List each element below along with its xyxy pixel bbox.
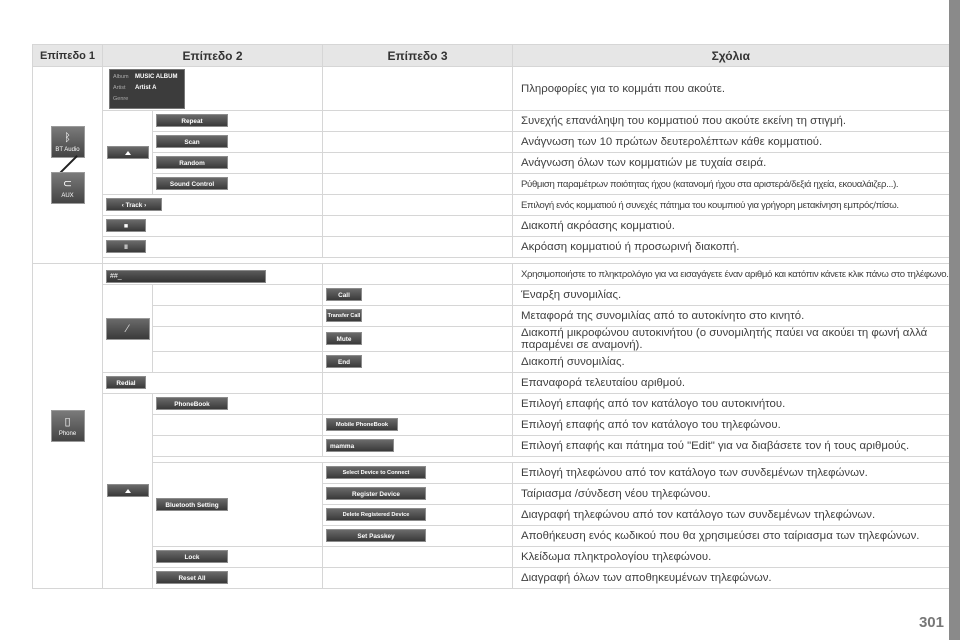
table-row: Register Device Ταίριασμα /σύνδεση νέου τηλεφώνου. <box>33 484 950 505</box>
table-header <box>33 45 950 67</box>
page-number: 301 <box>918 614 944 631</box>
header-level2: Επίπεδο 2 <box>103 45 323 67</box>
stop-button[interactable]: ■ <box>106 219 146 232</box>
options-up-button[interactable] <box>107 146 149 159</box>
table-row: End Διακοπή συνομιλίας. <box>33 352 950 373</box>
table-row: Delete Registered Device Διαγραφή τηλεφώνου από τον κατάλογο των συνδεμένων τηλεφώνων. <box>33 505 950 526</box>
function-table <box>32 44 950 589</box>
redial-button[interactable]: Redial <box>106 376 146 389</box>
music-info-cell <box>103 67 323 111</box>
table-row: Mobile PhoneBook Επιλογή επαφής από τον κατάλογο του τηλεφώνου. <box>33 415 950 436</box>
table-row: Transfer Call Μεταφορά της συνομιλίας από το αυτοκίνητο στο κινητό. <box>33 306 950 327</box>
table-row: Sound Control Ρύθμιση παραμέτρων ποιότητας ήχου (κατανομή ήχου στα αριστερά/δεξιά ηχεία, εκουαλάιζερ...). <box>33 174 950 195</box>
bluetooth-setting-button[interactable]: Bluetooth Setting <box>156 498 228 511</box>
table-row: ▯ Phone ##_ Χρησιμοποιήστε το πληκτρολόγιο για να εισαγάγετε έναν αριθμό και κατόπιν κάνετε κλικ πάνω στο τηλέφωνο. <box>33 264 950 285</box>
phonebook-button[interactable]: PhoneBook <box>156 397 228 410</box>
select-device-button[interactable]: Select Device to Connect <box>326 466 426 479</box>
delete-registered-device-button[interactable]: Delete Registered Device <box>326 508 426 521</box>
random-button[interactable]: Random <box>156 156 228 169</box>
end-call-button[interactable]: End <box>326 355 362 368</box>
contact-mamma-item[interactable]: mamma <box>326 439 394 452</box>
phone-icon: ▯ <box>64 416 71 428</box>
mute-button[interactable]: Mute <box>326 332 362 345</box>
header-comments: Σχόλια <box>513 45 950 67</box>
header-level1: Επίπεδο 1 <box>33 45 103 67</box>
reset-all-button[interactable]: Reset All <box>156 571 228 584</box>
table-row: mamma Επιλογή επαφής και πάτημα τού "Edit" για να διαβάσετε τον ή τους αριθμούς. <box>33 436 950 457</box>
handset-icon: ⁄ <box>126 322 129 335</box>
table-row: Repeat Συνεχής επανάληψη του κομματιού που ακούτε εκείνη τη στιγμή. <box>33 111 950 132</box>
level1-phone <box>33 264 103 589</box>
repeat-button[interactable]: Repeat <box>156 114 228 127</box>
table-row: Lock Κλείδωμα πληκτρολογίου τηλεφώνου. <box>33 547 950 568</box>
table-row: Random Ανάγνωση όλων των κομματιών με τυχαία σειρά. <box>33 153 950 174</box>
options-up-button-phone[interactable] <box>107 484 149 497</box>
aux-plug-icon: ⊂ <box>62 178 73 190</box>
aux-button[interactable]: ⊂ AUX <box>51 172 85 204</box>
bluetooth-icon: ᛒ <box>64 132 71 144</box>
table-row: Bluetooth Setting Select Device to Connect Επιλογή τηλεφώνου από τον κατάλογο των συνδεμένων τηλεφώνων. <box>33 463 950 484</box>
header-level3: Επίπεδο 3 <box>323 45 513 67</box>
chevron-left-icon: ‹ <box>121 202 126 210</box>
table-row: PhoneBook Επιλογή επαφής από τον κατάλογο του αυτοκινήτου. <box>33 394 950 415</box>
pause-button[interactable]: II <box>106 240 146 253</box>
table-row: II Ακρόαση κομματιού ή προσωρινή διακοπή. <box>33 237 950 258</box>
sound-control-button[interactable]: Sound Control <box>156 177 228 190</box>
register-device-button[interactable]: Register Device <box>326 487 426 500</box>
table-row: ᛒ BT Audio ⊂ AUX Album MUSIC ALBUM Artist Artist A Genre Πληροφορίες για το κομμάτι που ακούτε. <box>33 67 950 111</box>
handset-button[interactable] <box>106 318 150 340</box>
table-row: Mute Διακοπή μικροφώνου αυτοκινήτου (ο συνομιλητής παύει να ακούει τη φωνή αλλά παραμένει σε αναμονή). <box>33 327 950 352</box>
bt-audio-button[interactable]: ᛒ BT Audio <box>51 126 85 158</box>
phone-number-input[interactable]: ##_ <box>106 270 266 283</box>
page-side-bar <box>949 0 960 640</box>
table-row: Scan Ανάγνωση των 10 πρώτων δευτερολέπτων κάθε κομματιού. <box>33 132 950 153</box>
music-info-panel: Album MUSIC ALBUM Artist Artist A Genre <box>109 69 185 109</box>
phone-button[interactable]: ▯ Phone <box>51 410 85 442</box>
set-passkey-button[interactable]: Set Passkey <box>326 529 426 542</box>
table-row: Reset All Διαγραφή όλων των αποθηκευμένων τηλεφώνων. <box>33 568 950 589</box>
lock-button[interactable]: Lock <box>156 550 228 563</box>
table-row: Redial Επαναφορά τελευταίου αριθμού. <box>33 373 950 394</box>
track-button[interactable]: ‹ Track › <box>106 198 162 211</box>
table-row: ⁄ Call Έναρξη συνομιλίας. <box>33 285 950 306</box>
call-button[interactable]: Call <box>326 288 362 301</box>
table-row: ■ Διακοπή ακρόασης κομματιού. <box>33 216 950 237</box>
scan-button[interactable]: Scan <box>156 135 228 148</box>
mobile-phonebook-button[interactable]: Mobile PhoneBook <box>326 418 398 431</box>
table-row: ‹ Track › Επιλογή ενός κομματιού ή συνεχές πάτημα του κουμπιού για γρήγορη μετακίνηση εμπρός/πίσω. <box>33 195 950 216</box>
transfer-call-button[interactable]: Transfer Call <box>326 309 362 322</box>
level1-audio <box>33 67 103 264</box>
chevron-right-icon: › <box>142 202 147 210</box>
table-row: Set Passkey Αποθήκευση ενός κωδικού που θα χρησιμεύσει στο ταίριασμα των τηλεφώνων. <box>33 526 950 547</box>
